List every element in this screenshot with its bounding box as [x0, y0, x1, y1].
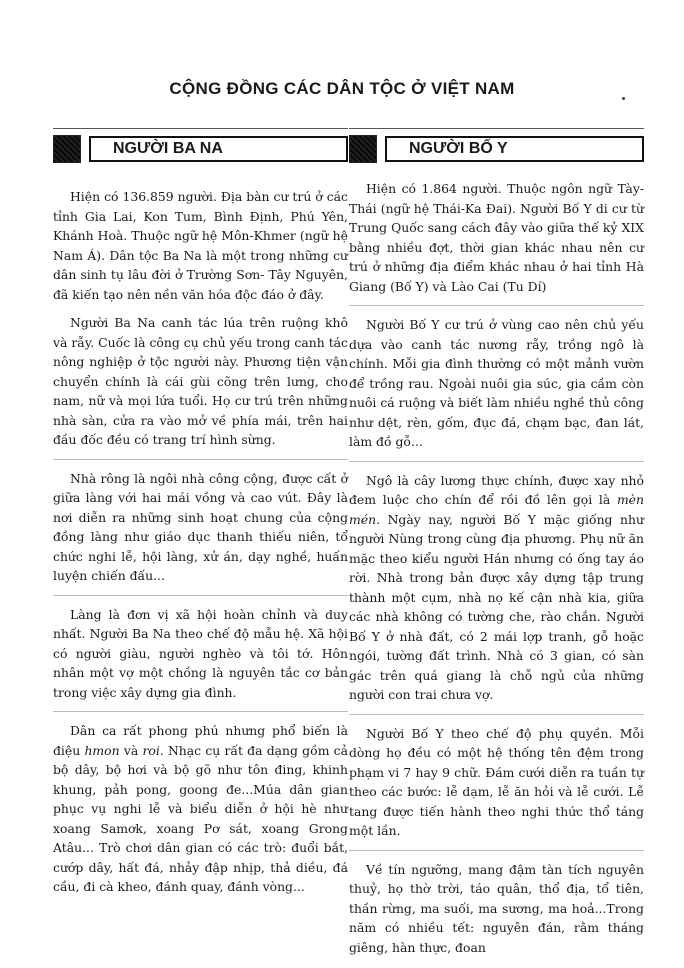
divider: [53, 459, 348, 460]
paragraph: Người Bố Y theo chế độ phụ quyền. Mỗi dòng họ đều có một hệ thống tên đệm trong phạm vi 7 hay 9 chữ. Đám cưới diễn ra tuần tự theo các bước: lễ dạm, lễ ăn hỏi và lễ cưới. Lễ tang được tiến hành theo nghi thức thổ táng một lần.: [349, 725, 644, 838]
paragraph: Nhà rông là ngôi nhà công cộng, được cất ở giữa làng với hai mái vồng và cao vút. Đây là nơi diễn ra những sinh hoạt chung của cộng đồng làng như giáo dục thanh thiếu niên, tổ chức nghi lễ, hội làng, xử án, dạy nghề, huấn luyện chiến đấu...: [53, 470, 348, 583]
divider: [349, 714, 644, 715]
paragraph: Hiện có 1.864 người. Thuộc ngôn ngữ Tày- Thái (ngữ hệ Thái-Ka Đai). Người Bố Y di cư từ Trung Quốc sang cách đây vào giữa thế kỷ XIX bằng nhiều đợt, thời gian khác nhau nên cư trú ở những địa điểm khác nhau ở hai tỉnh Hà Giang (Bố Y) và Lào Cai (Tu Dí): [349, 181, 644, 294]
paragraph: Làng là đơn vị xã hội hoàn chỉnh và duy nhất. Người Ba Na theo chế độ mẫu hệ. Xã hội có người giàu, người nghèo và tôi tớ. Hôn nhân một vợ một chồng là nguyên tắc cơ bản trong việc xây dựng gia đình.: [53, 606, 348, 700]
ethnic-group-name: NGƯỜI BA NA: [89, 136, 348, 162]
divider: [349, 461, 644, 462]
paragraph: Hiện có 136.859 người. Địa bàn cư trú ở các tỉnh Gia Lai, Kon Tum, Bình Định, Phú Yên, Khánh Hoà. Thuộc ngữ hệ Môn-Khmer (ngữ hệ Nam Á). Dân tộc Ba Na là một trong những cư dân sinh tụ lâu đời ở Trường Sơn- Tây Nguyên, đã kiến tạo nên nền văn hóa độc đáo ở đây.: [53, 189, 348, 302]
paragraph: Dân ca rất phong phú nhưng phổ biến là điệu hmon và roi. Nhạc cụ rất đa dạng gồm cả bộ dây, bộ hơi và bộ gõ như tôn đing, khinh khung, pảh pong, goong đe...Múa dân gian phục vụ nghi lễ và biểu diễn ở hội hè như xoang Samơk, xoang Pơ sát, xoang Grong Atâu... Trò chơi dân gian có các trò: đuổi bắt, cướp dây, hất đá, nhảy đập nhịp, thả diều, đá cầu, đi cà kheo, đánh quay, đánh vòng...: [53, 723, 348, 894]
texture-block-icon: [53, 135, 81, 163]
paragraph: Về tín ngưỡng, mang đậm tàn tích nguyên thuỷ, họ thờ trời, táo quân, thổ địa, tổ tiên, thần rừng, ma suối, ma sương, ma hoả...Trong năm có nhiều tết: nguyên đán, rằm tháng giêng, hàn thực, đoan: [349, 861, 644, 955]
texture-block-icon: [349, 135, 377, 163]
ethnic-group-name: NGƯỜI BỐ Y: [385, 136, 644, 162]
column-ba-na: [53, 128, 348, 906]
column-header: [53, 128, 348, 169]
speck-mark: [622, 97, 625, 100]
divider: [53, 711, 348, 712]
divider: [349, 305, 644, 306]
divider: [53, 595, 348, 596]
paragraph: Ngô là cây lương thực chính, được xay nhỏ đem luộc cho chín để rồi đồ lên gọi là mèn mén. Ngày nay, người Bố Y mặc giống như người Nùng trong cùng địa phương. Phụ nữ ăn mặc theo kiểu người Hán nhưng có ống tay áo rời. Nhà trong bản được xây dựng tập trung thành một cụm, nhà nọ kế cận nhà kia, giữa các nhà không có tường che, rào chắn. Người Bố Y ở nhà đất, có 2 mái lợp tranh, gỗ hoặc ngói, tường đất trình. Nhà có 3 gian, có sàn gác trên quá giang là chỗ ngủ của những người con trai chưa vợ.: [349, 472, 644, 702]
paragraph: Người Ba Na canh tác lúa trên ruộng khô và rẫy. Cuốc là công cụ chủ yếu trong canh tác nông nghiệp ở tộc người này. Phương tiện vận chuyển chính là cái gùi cõng trên lưng, cho nam, nữ và mọi lứa tuổi. Họ cư trú trên những nhà sàn, cửa ra vào mở về phía mái, trên hai đầu đốc đều có trang trí hình sừng.: [53, 315, 348, 447]
column-header: [349, 128, 644, 169]
divider: [349, 850, 644, 851]
paragraph: Người Bố Y cư trú ở vùng cao nên chủ yếu dựa vào canh tác nương rẫy, trồng ngô là chính. Mỗi gia đình thường có một mảnh vườn để trồng rau. Ngoài nuôi gia súc, gia cầm còn nuôi cá ruộng và biết làm nhiều nghề thủ công như dệt, rèn, gốm, đục đá, chạm bạc, đan lát, làm đồ gỗ...: [349, 317, 644, 449]
page-title: CỘNG ĐỒNG CÁC DÂN TỘC Ở VIỆT NAM: [169, 79, 515, 98]
column-bo-y: [349, 128, 644, 966]
